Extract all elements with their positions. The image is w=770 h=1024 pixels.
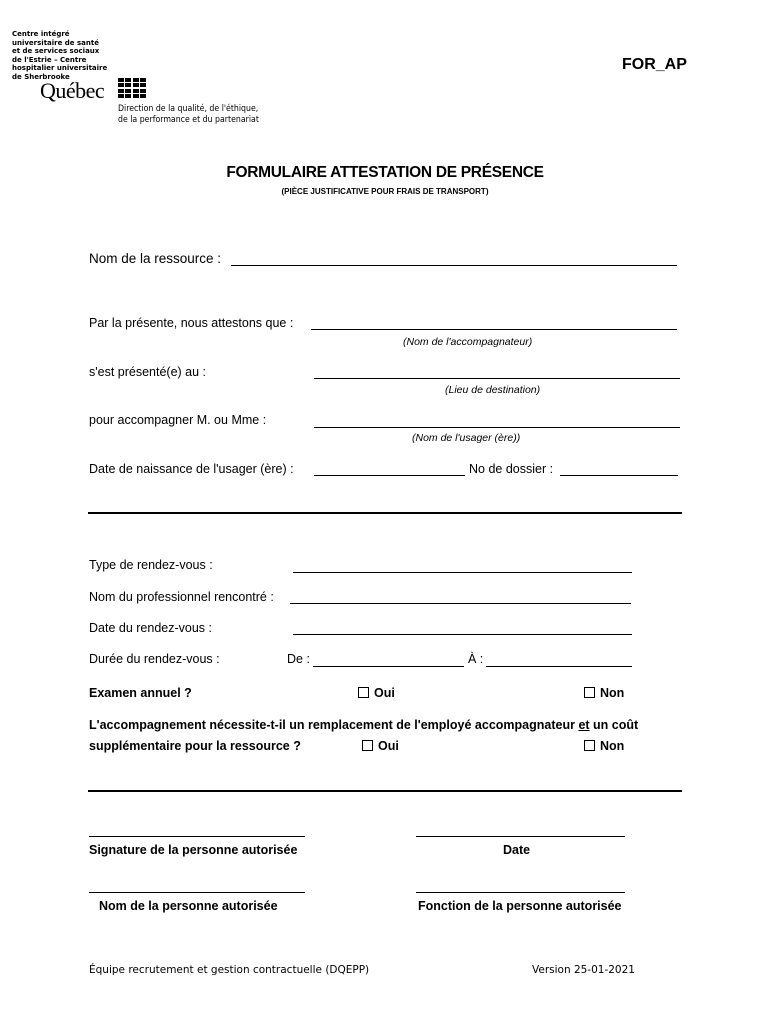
footer-version: Version 25-01-2021 — [532, 964, 635, 976]
professional-label: Nom du professionnel rencontré : — [89, 590, 274, 604]
direction-line: de la performance et du partenariat — [118, 115, 259, 125]
form-code: FOR_AP — [622, 56, 687, 73]
professional-field[interactable] — [290, 603, 631, 604]
annual-exam-label: Examen annuel ? — [89, 686, 192, 700]
org-name-line: de l'Estrie – Centre — [12, 55, 87, 64]
organization-logo — [12, 30, 107, 81]
checkbox-icon[interactable] — [358, 687, 369, 698]
annual-exam-no[interactable] — [584, 686, 624, 700]
direction-name — [118, 104, 271, 126]
no-label: Non — [600, 739, 625, 753]
replacement-no[interactable] — [584, 739, 624, 753]
usager-hint: (Nom de l'usager (ère)) — [412, 432, 521, 444]
duration-to-field[interactable] — [486, 666, 632, 667]
date-field[interactable] — [416, 836, 625, 837]
resource-label: Nom de la ressource : — [89, 251, 222, 266]
org-name-line: Centre intégré — [12, 30, 70, 38]
checkbox-icon[interactable] — [362, 740, 373, 751]
annual-exam-yes[interactable] — [358, 686, 395, 700]
no-label: Non — [600, 686, 625, 700]
replacement-text-end: un coût — [589, 718, 639, 732]
attestation-intro: Par la présente, nous attestons que : — [89, 316, 294, 330]
date-label: Date — [503, 843, 531, 857]
duration-to-label: À : — [468, 652, 484, 666]
yes-label: Oui — [374, 686, 395, 700]
duration-from-field[interactable] — [313, 666, 464, 667]
direction-line: Direction de la qualité, de l'éthique, — [118, 104, 259, 114]
yes-label: Oui — [378, 739, 399, 753]
duration-label: Durée du rendez-vous : — [89, 652, 220, 666]
signature-label: Signature de la personne autorisée — [89, 843, 298, 857]
destination-field[interactable] — [314, 378, 680, 379]
usager-field[interactable] — [314, 427, 680, 428]
accompagnateur-field[interactable] — [311, 329, 677, 330]
accompagnateur-hint: (Nom de l'accompagnateur) — [403, 336, 533, 348]
org-name-line: de Sherbrooke — [12, 72, 70, 81]
replacement-question-line1 — [89, 718, 638, 732]
name-field[interactable] — [89, 892, 305, 893]
replacement-et: et — [578, 718, 590, 732]
replacement-yes[interactable] — [362, 739, 399, 753]
section-divider — [88, 512, 682, 514]
appointment-date-label: Date du rendez-vous : — [89, 621, 212, 635]
quebec-wordmark: Québec — [40, 78, 105, 103]
checkbox-icon[interactable] — [584, 687, 595, 698]
section-divider — [88, 790, 682, 792]
name-label: Nom de la personne autorisée — [99, 899, 278, 913]
signature-field[interactable] — [89, 836, 305, 837]
form-subtitle: (PIÈCE JUSTIFICATIVE POUR FRAIS DE TRANSPORT) — [281, 187, 489, 196]
org-name-line: et de services sociaux — [12, 47, 100, 55]
function-label: Fonction de la personne autorisée — [418, 899, 622, 913]
birthdate-field[interactable] — [314, 475, 465, 476]
appointment-type-field[interactable] — [293, 572, 632, 573]
birthdate-label: Date de naissance de l'usager (ère) : — [89, 462, 294, 476]
file-number-field[interactable] — [560, 475, 678, 476]
function-field[interactable] — [416, 892, 625, 893]
file-number-label: No de dossier : — [469, 462, 554, 476]
footer-team: Équipe recrutement et gestion contractuelle (DQEPP) — [89, 964, 370, 976]
replacement-question-line2: supplémentaire pour la ressource ? — [89, 739, 301, 753]
replacement-text: L'accompagnement nécessite-t-il un remplacement de l'employé accompagnateur — [89, 718, 579, 732]
duration-from-label: De : — [287, 652, 310, 666]
quebec-flag-icon — [118, 78, 146, 98]
appointment-date-field[interactable] — [293, 634, 632, 635]
presented-label: s'est présenté(e) au : — [89, 365, 207, 379]
org-name-line: universitaire de santé — [12, 38, 99, 47]
org-name-line: hospitalier universitaire — [12, 64, 108, 72]
resource-field[interactable] — [231, 265, 677, 266]
form-title: FORMULAIRE ATTESTATION DE PRÉSENCE — [226, 164, 544, 181]
accompany-label: pour accompagner M. ou Mme : — [89, 413, 267, 427]
checkbox-icon[interactable] — [584, 740, 595, 751]
appointment-type-label: Type de rendez-vous : — [89, 558, 213, 572]
destination-hint: (Lieu de destination) — [445, 384, 541, 396]
